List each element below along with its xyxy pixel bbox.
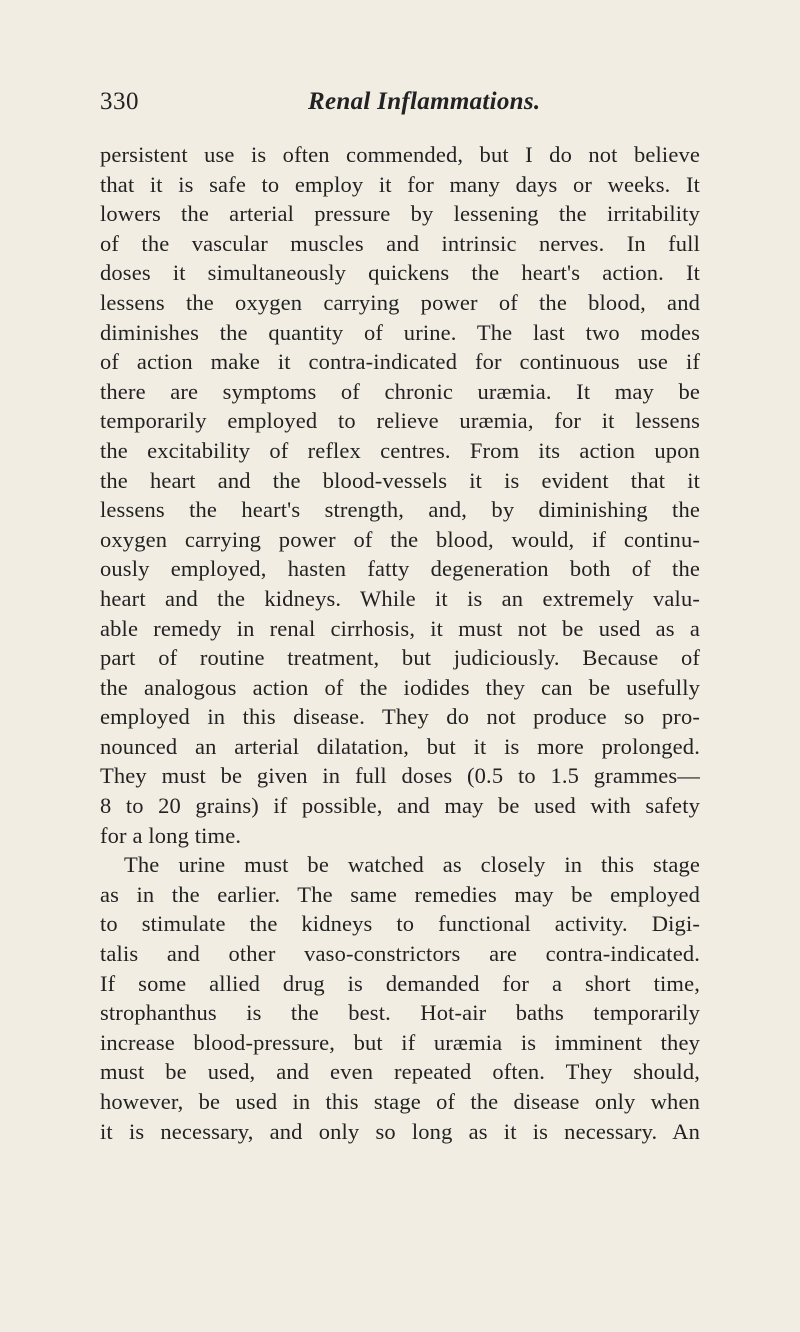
text-line: part of routine treatment, but judiciously. Because of (100, 645, 700, 671)
text-line: They must be given in full doses (0.5 to 1.5 grammes— (100, 763, 700, 789)
text-line: to stimulate the kidneys to functional activity. Digi- (100, 911, 700, 937)
text-line: lowers the arterial pressure by lessening the irritability (100, 201, 700, 227)
text-line: of action make it contra-indicated for continuous use if (100, 349, 700, 375)
text-line: of the vascular muscles and intrinsic nerves. In full (100, 230, 700, 256)
text-line: 8 to 20 grains) if possible, and may be used with safety (100, 793, 700, 819)
text-line: for a long time. (100, 822, 242, 848)
text-line: The urine must be watched as closely in this stage (124, 852, 700, 878)
text-line: doses it simultaneously quickens the heart's action. It (100, 260, 700, 286)
text-line: it is necessary, and only so long as it is necessary. An (100, 1118, 700, 1144)
text-line: able remedy in renal cirrhosis, it must not be used as a (100, 615, 700, 641)
text-line: the excitability of reflex centres. From its action upon (100, 437, 700, 463)
text-line: increase blood-pressure, but if uræmia is imminent they (100, 1029, 700, 1055)
text-line: lessens the heart's strength, and, by diminishing the (100, 497, 700, 523)
text-line: that it is safe to employ it for many days or weeks. It (100, 171, 700, 197)
running-title: Renal Inflammations. (308, 88, 541, 115)
text-line: diminishes the quantity of urine. The last two modes (100, 319, 700, 345)
text-line: heart and the kidneys. While it is an extremely valu- (100, 585, 700, 611)
text-line: there are symptoms of chronic uræmia. It may be (100, 378, 700, 404)
page-header (100, 88, 660, 124)
text-line: the analogous action of the iodides they can be usefully (100, 674, 700, 700)
text-line: talis and other vaso-constrictors are contra-indicated. (100, 941, 700, 967)
text-line: oxygen carrying power of the blood, would, if continu- (100, 526, 700, 552)
text-line: must be used, and even repeated often. They should, (100, 1059, 700, 1085)
text-line: If some allied drug is demanded for a short time, (100, 970, 700, 996)
text-line: the heart and the blood-vessels it is evident that it (100, 467, 700, 493)
text-line: lessens the oxygen carrying power of the blood, and (100, 289, 700, 315)
body-text (100, 140, 700, 1146)
page-number: 330 (100, 88, 139, 115)
text-line: however, be used in this stage of the disease only when (100, 1089, 700, 1114)
text-line: nounced an arterial dilatation, but it is more prolonged. (100, 733, 700, 759)
text-line: persistent use is often commended, but I do not believe (100, 142, 700, 167)
text-line: temporarily employed to relieve uræmia, for it lessens (100, 408, 700, 434)
text-line: ously employed, hasten fatty degeneration both of the (100, 556, 700, 582)
text-line: as in the earlier. The same remedies may be employed (100, 881, 700, 907)
text-line: employed in this disease. They do not produce so pro- (100, 704, 700, 730)
text-line: strophanthus is the best. Hot-air baths temporarily (100, 1000, 700, 1026)
